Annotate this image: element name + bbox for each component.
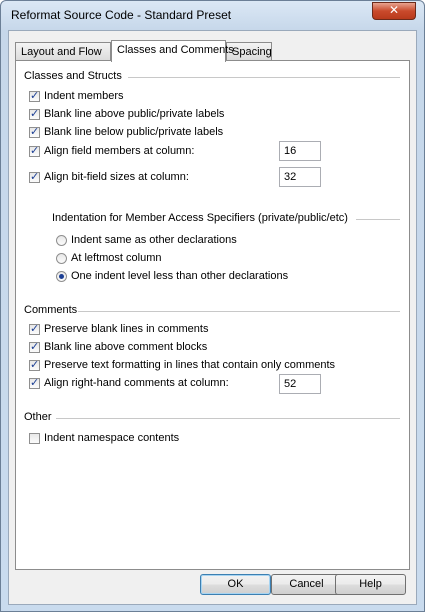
group-separator [356,219,400,220]
group-separator [56,418,400,419]
align-field-members-column-input[interactable]: 16 [279,141,321,161]
indent-same-label: Indent same as other declarations [71,234,237,246]
group-separator [128,77,400,78]
preserve-blank-lines-label: Preserve blank lines in comments [44,323,209,335]
tab-spacing[interactable]: Spacing [226,42,272,60]
radio-row-one-indent-less[interactable] [56,270,288,282]
tab-layout-and-flow[interactable]: Layout and Flow [15,42,111,60]
leftmost-column-radio[interactable] [56,253,67,264]
preserve-blank-lines-checkbox[interactable] [29,324,40,335]
blank-line-below-labels-label: Blank line below public/private labels [44,126,224,138]
align-field-members-checkbox[interactable] [29,146,40,157]
radio-row-indent-same[interactable] [56,234,237,246]
radio-row-leftmost-column[interactable] [56,252,161,264]
tab-panel-classes-and-comments [15,60,410,570]
indent-same-radio[interactable] [56,235,67,246]
one-indent-less-label: One indent level less than other declarations [71,270,289,282]
close-button[interactable] [372,2,416,20]
indent-namespace-label: Indent namespace contents [44,432,180,444]
checkbox-row-preserve-text-formatting[interactable] [29,359,335,371]
align-bit-field-sizes-checkbox[interactable] [29,172,40,183]
window-title: Reformat Source Code - Standard Preset [11,8,232,22]
blank-line-above-comments-checkbox[interactable] [29,342,40,353]
checkbox-row-preserve-blank-lines[interactable] [29,323,208,335]
checkbox-row-blank-line-above-labels[interactable] [29,108,224,120]
blank-line-above-comments-label: Blank line above comment blocks [44,341,208,353]
title-bar[interactable] [1,1,424,29]
group-title-comments: Comments [24,304,78,316]
checkbox-row-indent-namespace[interactable] [29,432,179,444]
checkbox-row-indent-members[interactable] [29,90,123,102]
indent-namespace-checkbox[interactable] [29,433,40,444]
blank-line-above-labels-label: Blank line above public/private labels [44,108,225,120]
tab-classes-and-comments[interactable]: Classes and Comments [111,40,226,62]
indent-members-checkbox[interactable] [29,91,40,102]
ok-button[interactable]: OK [200,574,271,595]
one-indent-less-radio[interactable] [56,271,67,282]
group-title-indentation: Indentation for Member Access Specifiers (private/public/etc) [52,212,348,224]
leftmost-column-label: At leftmost column [71,252,162,264]
align-right-hand-comments-checkbox[interactable] [29,378,40,389]
checkbox-row-align-bit-field-sizes[interactable] [29,171,189,183]
dialog-client-area [8,30,417,605]
checkbox-row-blank-line-above-comments[interactable] [29,341,207,353]
align-field-members-label: Align field members at column: [44,145,195,157]
indent-members-label: Indent members [44,90,124,102]
align-right-hand-comments-label: Align right-hand comments at column: [44,377,229,389]
checkbox-row-align-field-members[interactable] [29,145,194,157]
close-icon: ✕ [388,3,400,17]
blank-line-below-labels-checkbox[interactable] [29,127,40,138]
checkbox-row-blank-line-below-labels[interactable] [29,126,223,138]
align-bit-field-sizes-label: Align bit-field sizes at column: [44,171,189,183]
help-button[interactable]: Help [335,574,406,595]
preserve-text-formatting-checkbox[interactable] [29,360,40,371]
blank-line-above-labels-checkbox[interactable] [29,109,40,120]
group-title-other: Other [24,411,52,423]
align-bit-field-sizes-column-input[interactable]: 32 [279,167,321,187]
preserve-text-formatting-label: Preserve text formatting in lines that contain only comments [44,359,336,371]
cancel-button[interactable]: Cancel [271,574,342,595]
checkbox-row-align-right-hand-comments[interactable] [29,377,229,389]
group-title-classes-structs: Classes and Structs [24,70,122,82]
group-separator [78,311,400,312]
align-right-hand-comments-column-input[interactable]: 52 [279,374,321,394]
